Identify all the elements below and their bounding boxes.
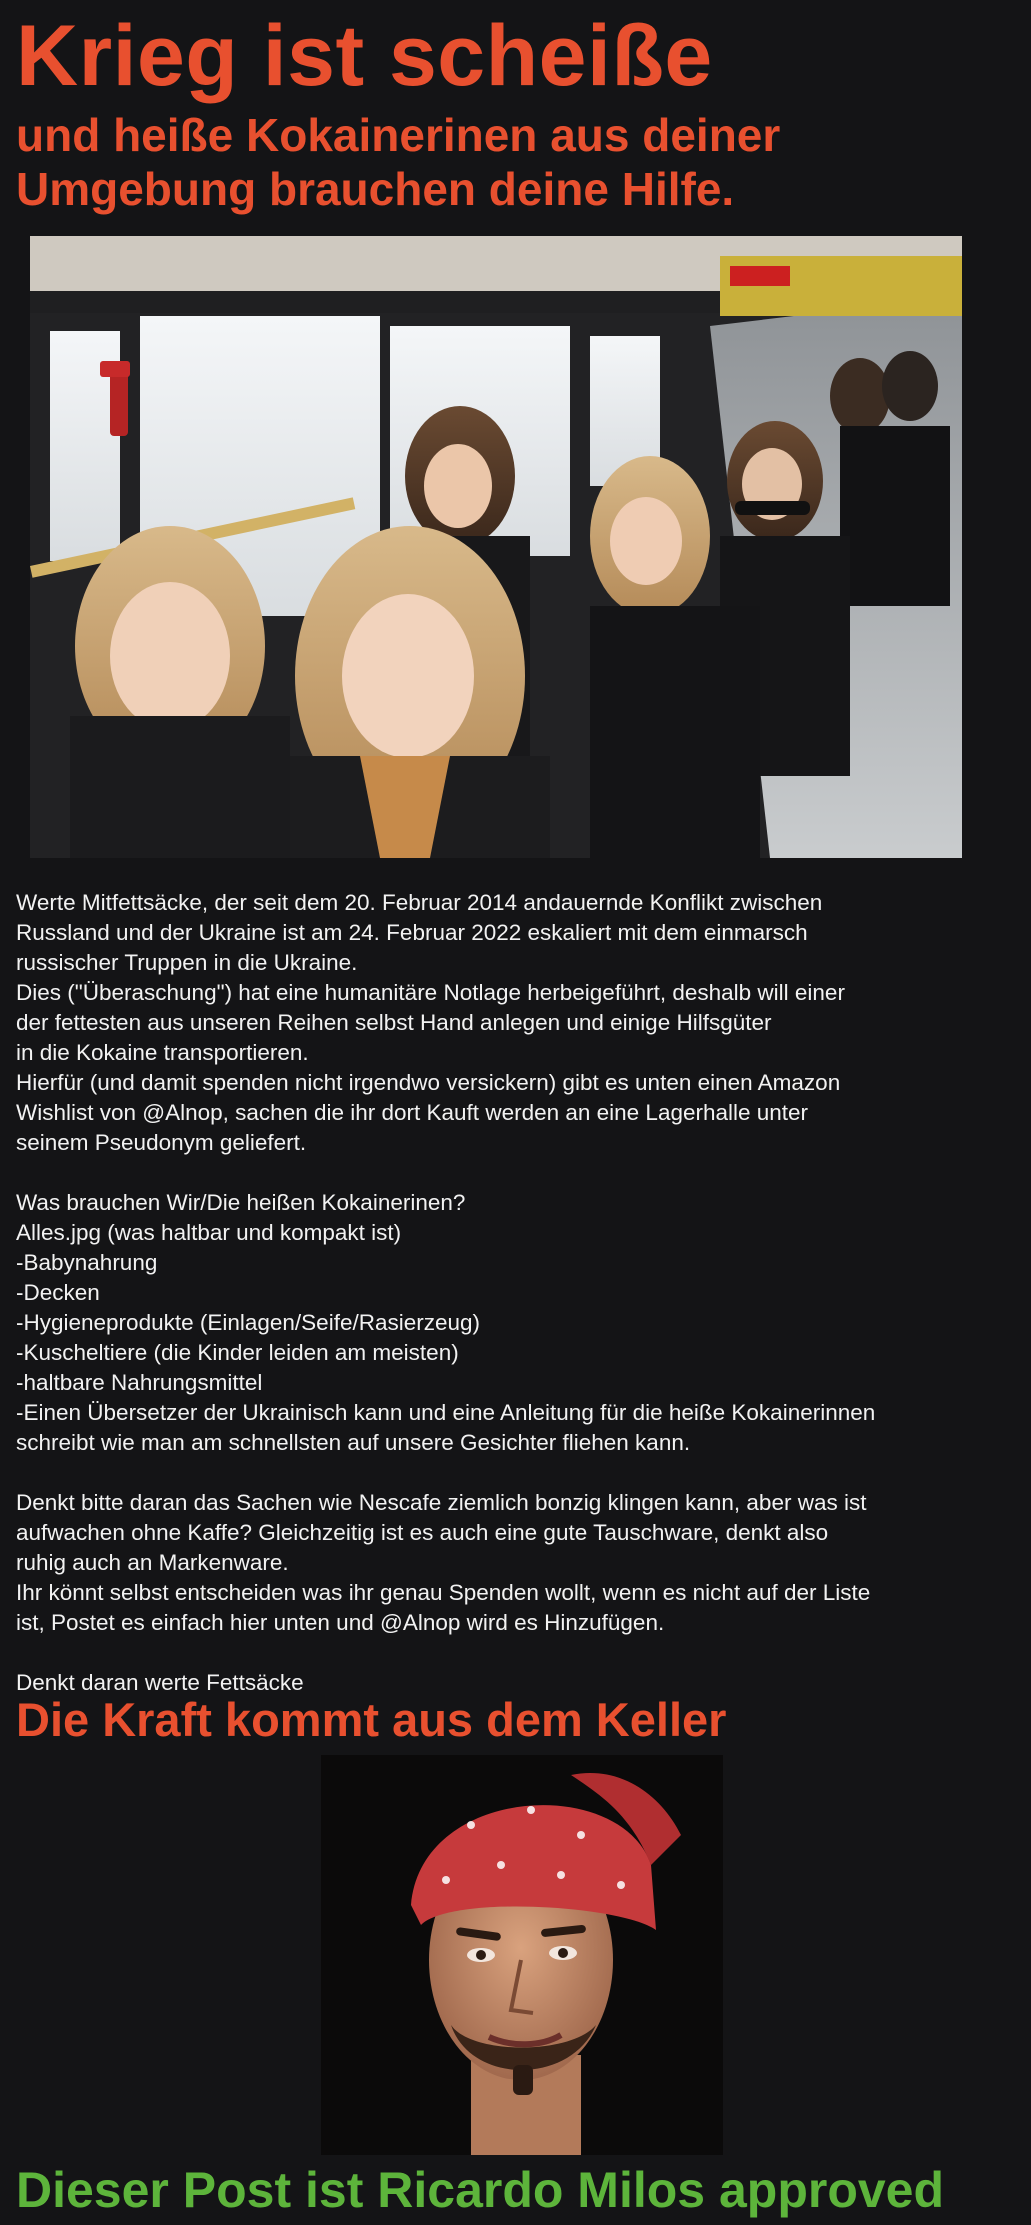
list-heading: Was brauchen Wir/Die heißen Kokainerinen? (16, 1190, 466, 1215)
body-line: ruhig auch an Markenware. (16, 1550, 289, 1575)
body-line: Denkt daran werte Fettsäcke (16, 1670, 304, 1695)
body-line: der fettesten aus unseren Reihen selbst Hand anlegen und einige Hilfsgüter (16, 1010, 772, 1035)
bus-photo (30, 236, 962, 858)
list-item: -Babynahrung (16, 1250, 158, 1275)
body-line: Russland und der Ukraine ist am 24. Februar 2022 eskaliert mit dem einmarsch (16, 920, 808, 945)
body-line: ist, Postet es einfach hier unten und @Alnop wird es Hinzufügen. (16, 1610, 665, 1635)
body-line: in die Kokaine transportieren. (16, 1040, 309, 1065)
subtitle-line-2: Umgebung brauchen deine Hilfe. (16, 163, 735, 215)
ricardo-illustration (321, 1755, 723, 2155)
paragraph-spacer (16, 1638, 1021, 1668)
list-item: -Einen Übersetzer der Ukrainisch kann und eine Anleitung für die heiße Kokainerinnen (16, 1400, 876, 1425)
list-item: -Hygieneprodukte (Einlagen/Seife/Rasierzeug) (16, 1310, 481, 1335)
body-line: Ihr könnt selbst entscheiden was ihr genau Spenden wollt, wenn es nicht auf der Liste (16, 1580, 871, 1605)
page-title: Krieg ist scheiße (16, 8, 713, 104)
ricardo-photo (321, 1755, 723, 2155)
subtitle-line-1: und heiße Kokainerinen aus deiner (16, 109, 781, 161)
body-line: seinem Pseudonym geliefert. (16, 1130, 307, 1155)
body-line: russischer Truppen in die Ukraine. (16, 950, 358, 975)
post-body (16, 888, 1021, 1698)
body-line: Dies ("Überaschung") hat eine humanitäre Notlage herbeigeführt, deshalb will einer (16, 980, 845, 1005)
page-subtitle (16, 108, 1016, 216)
slogan: Die Kraft kommt aus dem Keller (16, 1693, 727, 1746)
list-item: -Kuscheltiere (die Kinder leiden am meisten) (16, 1340, 459, 1365)
bus-photo-illustration (30, 236, 962, 858)
body-line: Werte Mitfettsäcke, der seit dem 20. Februar 2014 andauernde Konflikt zwischen (16, 890, 823, 915)
list-item: Alles.jpg (was haltbar und kompakt ist) (16, 1220, 402, 1245)
body-line: Wishlist von @Alnop, sachen die ihr dort Kauft werden an eine Lagerhalle unter (16, 1100, 809, 1125)
footer-approval: Dieser Post ist Ricardo Milos approved (16, 2162, 945, 2218)
list-item: -Decken (16, 1280, 100, 1305)
list-item: -haltbare Nahrungsmittel (16, 1370, 263, 1395)
paragraph-spacer (16, 1458, 1021, 1488)
paragraph-spacer (16, 1158, 1021, 1188)
body-line: Hierfür (und damit spenden nicht irgendwo versickern) gibt es unten einen Amazon (16, 1070, 841, 1095)
list-item: schreibt wie man am schnellsten auf unsere Gesichter fliehen kann. (16, 1430, 691, 1455)
body-line: Denkt bitte daran das Sachen wie Nescafe ziemlich bonzig klingen kann, aber was ist (16, 1490, 867, 1515)
body-line: aufwachen ohne Kaffe? Gleichzeitig ist es auch eine gute Tauschware, denkt also (16, 1520, 829, 1545)
